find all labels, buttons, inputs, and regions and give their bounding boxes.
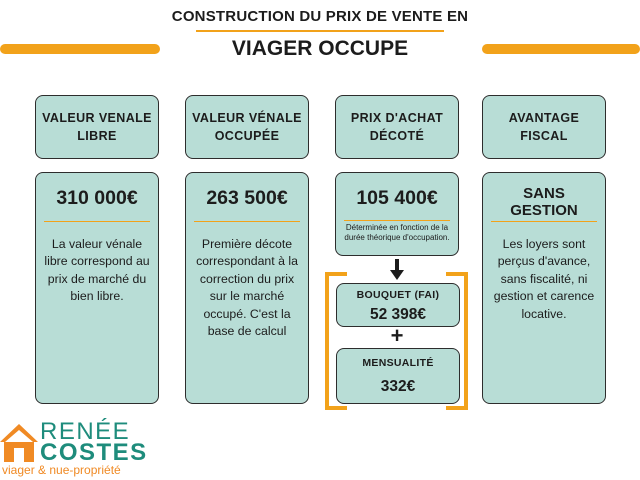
house-logo-icon xyxy=(0,420,38,464)
logo-tagline: viager & nue-propriété xyxy=(2,463,121,477)
page-title-line1: CONSTRUCTION DU PRIX DE VENTE EN xyxy=(171,8,469,25)
desc-valeur-libre: La valeur vénale libre correspond au prix de marché du bien libre. xyxy=(44,237,150,304)
arrow-down-icon xyxy=(389,259,405,281)
decorative-bar-right xyxy=(482,44,640,54)
header-valeur-venale-libre: VALEUR VENALE LIBRE xyxy=(35,95,159,159)
bouquet-label: BOUQUET (FAI) xyxy=(356,289,440,301)
logo-name-line1: RENÉE xyxy=(40,418,131,445)
card-valeur-occupee xyxy=(185,172,309,404)
box-mensualite xyxy=(336,348,460,404)
decorative-bar-left xyxy=(0,44,160,54)
title-sans-gestion: SANS GESTION xyxy=(510,185,578,219)
card-divider xyxy=(491,221,597,222)
note-duree-occupation: Déterminée en fonction de la durée théorique d'occupation. xyxy=(344,223,450,242)
card-prix-decote xyxy=(335,172,459,256)
card-valeur-libre xyxy=(35,172,159,404)
page-title-line2: VIAGER OCCUPE xyxy=(231,37,409,60)
header-prix-achat-decote: PRIX D'ACHAT DÉCOTÉ xyxy=(335,95,459,159)
price-valeur-libre: 310 000€ xyxy=(56,187,138,209)
desc-valeur-occupee: Première décote correspondant à la correction du prix sur le marché occupé. C'est la base de calcul xyxy=(196,237,298,339)
plus-sign: + xyxy=(390,323,404,348)
card-sans-gestion xyxy=(482,172,606,404)
card-divider xyxy=(194,221,300,222)
desc-sans-gestion: Les loyers sont perçus d'avance, sans fiscalité, ni gestion et carence locative. xyxy=(493,237,595,321)
mensualite-label: MENSUALITÉ xyxy=(362,357,434,369)
title-underline xyxy=(196,30,444,32)
header-avantage-fiscal: AVANTAGE FISCAL xyxy=(482,95,606,159)
logo-name-line2: COSTES xyxy=(40,439,148,466)
price-valeur-occupee: 263 500€ xyxy=(206,187,288,209)
header-valeur-venale-occupee: VALEUR VÉNALE OCCUPÉE xyxy=(185,95,309,159)
card-divider xyxy=(44,221,150,222)
card-divider xyxy=(344,220,450,221)
price-prix-decote: 105 400€ xyxy=(356,187,438,209)
bouquet-value: 52 398€ xyxy=(369,306,427,323)
mensualite-value: 332€ xyxy=(380,378,416,395)
box-bouquet xyxy=(336,283,460,327)
